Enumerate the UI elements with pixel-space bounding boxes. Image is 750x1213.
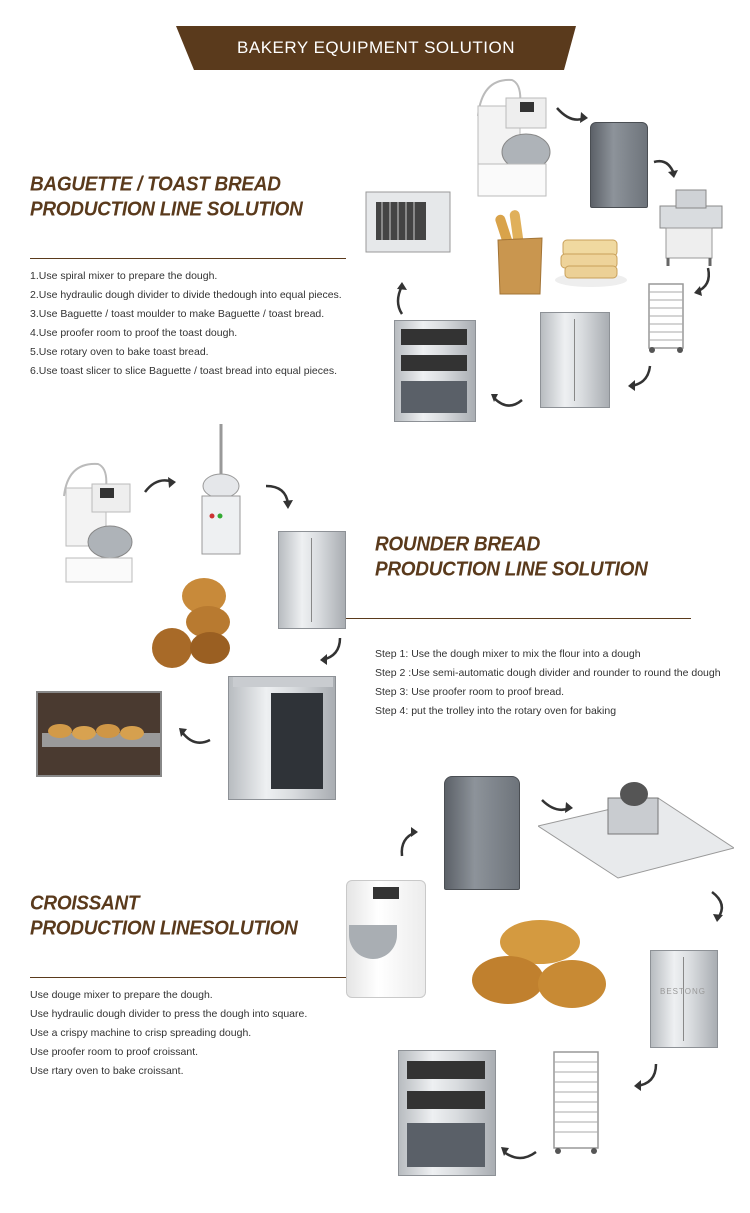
dough-sheeter-image (538, 778, 734, 880)
section2-divider (345, 618, 691, 619)
section2-steps (375, 645, 721, 721)
section2-title (375, 531, 648, 581)
step-item: Step 3: Use proofer room to proof bread. (375, 686, 565, 698)
section2-title-line1: ROUNDER BREAD (375, 533, 540, 556)
section1-title-line1: BAGUETTE / TOAST BREAD (30, 173, 281, 196)
section3-steps (30, 986, 307, 1081)
dough-divider-image (444, 776, 520, 890)
step-item: 1.Use spiral mixer to prepare the dough. (30, 270, 218, 282)
step-item: Use a crispy machine to crisp spreading dough. (30, 1027, 252, 1039)
section3-divider (30, 977, 346, 978)
trolley-rack-image (646, 282, 686, 354)
flow-arrow-icon (626, 364, 654, 392)
dough-divider-image (590, 122, 648, 208)
proofer-cabinet-image (278, 531, 346, 629)
step-item: 5.Use rotary oven to bake toast bread. (30, 346, 209, 358)
step-item: Use hydraulic dough divider to press the dough into square. (30, 1008, 308, 1020)
flow-arrow-icon (500, 1142, 538, 1164)
step-item: Use rtary oven to bake croissant. (30, 1065, 184, 1077)
flow-arrow-icon (264, 482, 294, 510)
section3-title (30, 890, 298, 940)
flow-arrow-icon (706, 890, 730, 924)
step-item: 4.Use proofer room to proof the toast dough. (30, 327, 238, 339)
flow-arrow-icon (652, 156, 680, 180)
proofer-cabinet-image (650, 950, 718, 1048)
spiral-mixer-image (346, 880, 426, 998)
round-bread-image (152, 574, 232, 672)
flow-arrow-icon (555, 104, 589, 128)
divider-rounder-image (198, 424, 244, 558)
flow-arrow-icon (178, 726, 212, 748)
deck-oven-image (398, 1050, 496, 1176)
step-item: Step 1: Use the dough mixer to mix the flour into a dough (375, 648, 641, 660)
section1-title-line2: PRODUCTION LINE SOLUTION (30, 198, 303, 221)
header-banner (176, 26, 576, 70)
flow-arrow-icon (396, 826, 420, 858)
moulder-image (656, 186, 726, 268)
baked-bread-tray-image (36, 691, 162, 777)
sliced-toast-image (553, 236, 629, 288)
page-title: BAKERY EQUIPMENT SOLUTION (237, 38, 515, 57)
step-item: Step 2 :Use semi-automatic dough divider and rounder to round the dough (375, 667, 721, 679)
flow-arrow-icon (143, 474, 177, 496)
toast-slicer-image (362, 178, 454, 262)
step-item: Use douge mixer to prepare the dough. (30, 989, 213, 1001)
step-item: 6.Use toast slicer to slice Baguette / toast bread into equal pieces. (30, 365, 338, 377)
step-item: 3.Use Baguette / toast moulder to make Baguette / toast bread. (30, 308, 325, 320)
rotary-oven-image (228, 676, 336, 800)
flow-arrow-icon (690, 266, 716, 298)
section3-title-line1: CROISSANT (30, 892, 140, 915)
section1-divider (30, 258, 346, 259)
flow-arrow-icon (490, 390, 524, 412)
section1-title (30, 171, 303, 221)
spiral-mixer-image (472, 76, 552, 200)
proofer-cabinet-image (540, 312, 610, 408)
spiral-mixer-image (60, 462, 136, 586)
flow-arrow-icon (540, 796, 574, 818)
deck-oven-image (394, 320, 476, 422)
flow-arrow-icon (318, 636, 344, 666)
section3-title-line2: PRODUCTION LINESOLUTION (30, 917, 298, 940)
step-item: Use proofer room to proof croissant. (30, 1046, 199, 1058)
flow-arrow-icon (392, 282, 412, 316)
baguette-bag-image (490, 206, 548, 296)
watermark-text: BESTONG (660, 987, 706, 996)
section2-title-line2: PRODUCTION LINE SOLUTION (375, 558, 648, 581)
step-item: Step 4: put the trolley into the rotary oven for baking (375, 705, 617, 717)
flow-arrow-icon (632, 1062, 660, 1092)
section1-steps (30, 267, 342, 381)
step-item: 2.Use hydraulic dough divider to divide thedough into equal pieces. (30, 289, 342, 301)
croissant-image (472, 914, 610, 1020)
trolley-rack-image (550, 1050, 602, 1156)
